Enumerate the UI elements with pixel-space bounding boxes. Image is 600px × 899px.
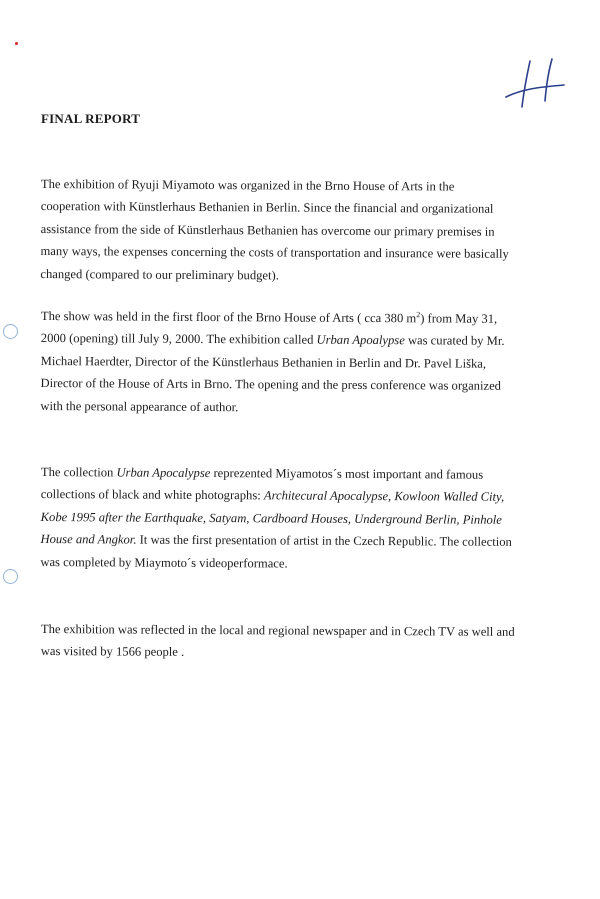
text-line: [40, 528, 536, 553]
text-line: [41, 195, 537, 220]
paragraph-collection: [40, 461, 537, 576]
text-line: [40, 551, 536, 576]
text-run: reprezented Miyamotos´s most important and famous: [210, 466, 484, 482]
paragraph-show-details: [40, 305, 537, 420]
text-line: [41, 173, 537, 198]
text-run: changed (compared to our preliminary budget).: [40, 266, 279, 283]
handwritten-signature: [500, 55, 570, 115]
text-line: [40, 240, 536, 265]
text-run: was visited by 1566 people .: [40, 644, 185, 660]
italic-title: House and Angkor.: [40, 532, 137, 547]
report-title: FINAL REPORT: [41, 111, 141, 126]
text-line: [41, 640, 537, 665]
paragraph-reception: [41, 618, 537, 666]
text-line: [41, 618, 537, 643]
text-line: [41, 327, 537, 352]
punch-hole-mark: [3, 569, 18, 584]
text-line: [41, 305, 537, 330]
text-run: It was the first presentation of artist in the Czech Republic. The collection: [136, 532, 512, 550]
text-run: assistance from the side of Künstlerhaus Bethanien has overcome our primary premises in: [40, 221, 495, 239]
text-run: The exhibition of Ryuji Miyamoto was organized in the Brno House of Arts in the: [40, 176, 455, 194]
text-run: with the personal appearance of author.: [40, 398, 239, 414]
text-run: The show was held in the first floor of the Brno House of Arts ( cca 380 m: [40, 308, 417, 326]
text-line: [41, 218, 537, 243]
text-line: [41, 506, 537, 531]
punch-hole-mark: [3, 324, 18, 339]
italic-title: Urban Apocalypse: [116, 465, 211, 481]
red-mark: [15, 42, 18, 45]
italic-title: Kobe 1995 after the Earthquake, Satyam, Cardboard Houses, Underground Berlin, Pinhole: [40, 509, 502, 527]
text-run: collections of black and white photographs:: [40, 487, 264, 503]
text-line: [40, 372, 536, 397]
paragraph-exhibition-organization: [40, 173, 537, 288]
text-line: [41, 350, 537, 375]
text-run: ) from May 31,: [420, 311, 498, 326]
italic-title: Architecural Apocalypse, Kowloon Walled City,: [263, 488, 505, 505]
text-run: 2000 (opening) till July 9, 2000. The exhibition called: [40, 331, 317, 348]
superscript: 2: [416, 310, 421, 320]
text-line: [41, 461, 537, 486]
text-line: [41, 483, 537, 508]
text-run: was curated by Mr.: [404, 333, 505, 349]
text-run: Michael Haerdter, Director of the Künstlerhaus Bethanien in Berlin and Dr. Pavel Liška,: [40, 353, 487, 371]
text-run: many ways, the expenses concerning the costs of transportation and insurance were basically: [40, 244, 509, 262]
text-run: Director of the House of Arts in Brno. The opening and the press conference was organized: [40, 376, 502, 394]
text-run: The exhibition was reflected in the local and regional newspaper and in Czech TV as well and: [40, 621, 515, 639]
text-run: cooperation with Künstlerhaus Bethanien in Berlin. Since the financial and organizational: [40, 199, 494, 217]
text-line: [40, 395, 536, 420]
text-run: was completed by Miaymoto´s videoperformace.: [40, 554, 288, 571]
italic-title: Urban Apoalypse: [316, 333, 405, 348]
text-line: [40, 263, 536, 288]
text-run: The collection: [40, 464, 117, 480]
